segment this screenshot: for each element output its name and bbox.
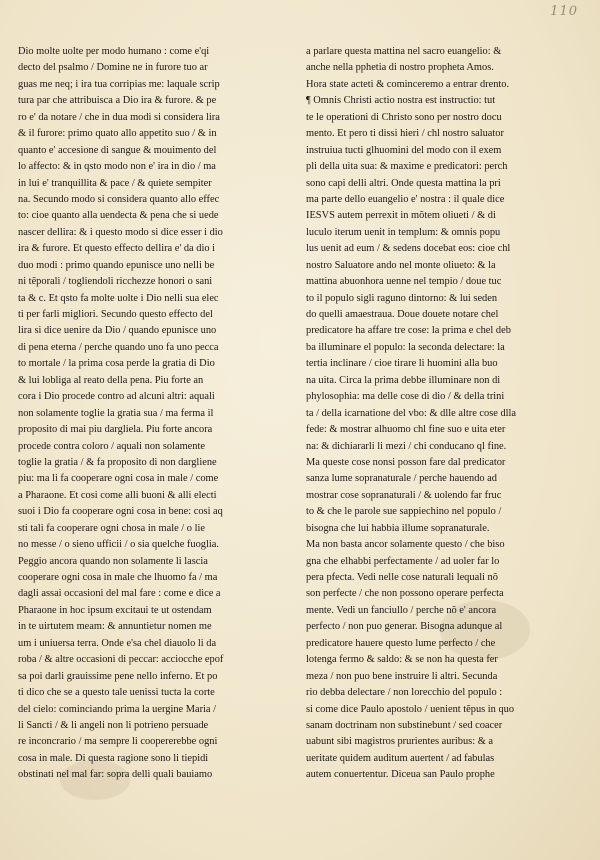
text-line: ti dico che se a questo tale uenissi tucta la corte: [18, 687, 215, 699]
text-line: to il populo sigli raguno dintorno: & lui seden: [306, 292, 498, 304]
text-line: dagli assai occasioni del mal fare : come e dice a: [18, 588, 221, 600]
text-line: son perfecte / che non possono operare perfecta: [306, 588, 504, 600]
text-line: lira si dice uenire da Dio / quando epunisce uno: [18, 325, 217, 337]
text-line: meza / non puo bene instruire li altri. Secunda: [306, 670, 498, 682]
text-line: quanto e' accesione di sangue & mouimento del: [18, 144, 217, 156]
text-line: IESVS autem perrexit in mõtem oliueti / & di: [306, 210, 496, 222]
text-line: si come dice Paulo apostolo / uenient tẽpus in quo: [306, 703, 515, 715]
text-line: ta / della icarnatione del vbo: & dlle altre cose dlla: [306, 407, 517, 419]
text-line: cooperare ogni cosa in male che lhuomo fa / ma: [18, 572, 218, 583]
left-text-column: [18, 44, 276, 784]
text-line: anche nella pphetia di nostro propheta Amos.: [306, 62, 494, 74]
text-line: tertia inclinare / cioe tirare li huomini alla buo: [306, 358, 498, 370]
text-line: mostrar cose sopranaturali / & uolendo far fruc: [306, 489, 502, 501]
text-line: to: cioe quanto alla uendecta & pena che si uede: [18, 210, 219, 222]
right-text-column: [306, 44, 570, 784]
text-line: cosa in male. Di questa ragione sono li tiepidi: [18, 752, 209, 764]
text-line: perfecto / non puo generar. Bisogna adunque al: [306, 621, 503, 633]
text-line: predicatore hauere questo lume perfecto / che: [306, 637, 496, 649]
text-line: ma parte dello euangelio e' nostra : il quale dice: [306, 193, 505, 205]
text-line: nostro Saluatore ando nel monte oliueto: & la: [306, 259, 496, 271]
text-line: phylosophia: ma delle cose di dio / & della trini: [306, 391, 505, 403]
text-line: Dio molte uolte per modo humano : come e'qi: [18, 46, 210, 57]
text-line: ueritate quidem auditum auertent / ad fabulas: [306, 752, 495, 764]
text-line: duo modi : primo quando epunisce uno nelli be: [18, 259, 215, 271]
text-line: luculo iterum uenit in templum: & omnis popu: [306, 226, 501, 238]
text-line: ni tẽporali / togliendoli ricchezze honori o sani: [18, 276, 213, 288]
text-line: di pena eterna / perche quando uno fa uno pecca: [18, 341, 219, 353]
text-line: roba / & altre occasioni di peccar: acciocche epof: [18, 654, 224, 666]
text-line: sanam doctrinam non substinebunt / sed coacer: [306, 719, 503, 731]
text-line: pera pfecta. Vedi nelle cose naturali lequali nõ: [306, 572, 498, 583]
text-line: bisogna che lui habbia illume sopranaturale.: [306, 522, 490, 534]
text-line: cora i Dio procede contro ad alcuni altri: aquali: [18, 391, 215, 403]
text-line: na. Secundo modo si considera quanto allo effec: [18, 193, 220, 205]
text-line: ti per farli migliori. Secundo questo effecto del: [18, 309, 213, 320]
text-line: fede: & mostrar alhuomo chl fine suo e uita eter: [306, 424, 506, 436]
text-line: lus uenit ad eum / & sedens docebat eos: cioe chl: [306, 243, 511, 255]
text-line: toglie la gratia / & fa proposito di non dargliene: [18, 456, 217, 468]
text-line: tura par che attribuisca a Dio ira & furore. & pe: [18, 95, 217, 107]
text-line: a parlare questa mattina nel sacro euangelio: &: [306, 46, 502, 57]
text-line: predicatore ha affare tre cose: la prima e chel deb: [306, 325, 511, 337]
text-line: lotenga fermo & saldo: & se non ha questa fer: [306, 654, 498, 666]
text-line: procede contra coloro / aquali non solamente: [18, 440, 205, 452]
text-line: mattina abuonhora uenne nel tempio / doue tuc: [306, 276, 502, 288]
text-line: & lui lobliga al reato della pena. Piu forte an: [18, 374, 204, 386]
text-line: ro e' da notare / che in dua modi si considera lira: [18, 111, 220, 123]
text-line: non solamente toglie la gratia sua / ma ferma il: [18, 407, 214, 419]
text-line: uabunt sibi magistros prurientes auribus: & a: [306, 736, 494, 748]
text-line: lo affecto: & in qsto modo non e' ira in dio / ma: [18, 161, 216, 173]
text-line: Ma non basta ancor solamente questo / che biso: [306, 539, 505, 551]
text-line: ta & c. Et qsto fa molte uolte i Dio nelli sua elec: [18, 292, 219, 304]
text-line: mente. Vedi un fanciullo / perche nõ e' ancora: [306, 604, 497, 616]
text-line: Ma queste cose nonsi posson fare dal predicator: [306, 456, 506, 468]
text-line: Hora state acteti & cominceremo a entrar drento.: [306, 78, 510, 90]
text-line: re inconcrario / ma sempre li coopererebbe ogni: [18, 736, 218, 748]
text-line: Peggio ancora quando non solamente li lascia: [18, 555, 208, 567]
text-line: nascer dellira: & i questo modo si dice esser i dio: [18, 226, 223, 238]
text-line: obstinati nel mal far: sopra delli quali bauiamo: [18, 769, 213, 781]
text-line: na: & dichiararli li mezi / chi conducano ql fine.: [306, 440, 507, 452]
text-line: to mortale / la prima cosa perde la gratia di Dio: [18, 358, 215, 370]
text-line: autem conuertentur. Diceua san Paulo prophe: [306, 769, 495, 781]
text-line: sono capi delli altri. Onde questa mattina la pri: [306, 177, 501, 189]
text-line: li Sancti / & li angeli non li potrieno persuade: [18, 719, 209, 731]
text-line: ¶ Omnis Christi actio nostra est instructio: tut: [306, 95, 496, 107]
text-line: mento. Et pero ti dissi hieri / chl nostro saluator: [306, 128, 504, 140]
text-line: pli della uita sua: & maxime e predicatori: perch: [306, 161, 508, 173]
text-line: do quelli amaestraua. Doue douete notare chel: [306, 309, 499, 320]
text-line: suoi i Dio fa cooperare ogni cosa in bene: cosi aq: [18, 506, 223, 518]
text-line: no messe / o sieno ufficii / o sia quelche fuoglia.: [18, 539, 219, 551]
text-line: in lui e' tranquillita & pace / & quiete sempiter: [18, 177, 212, 189]
text-line: to & che le parole sue sappiechino nel populo /: [306, 506, 502, 518]
text-line: & il furore: primo quato allo appetito suo / & in: [18, 128, 217, 140]
text-line: decto del psalmo / Domine ne in furore tuo ar: [18, 62, 208, 74]
text-line: na uita. Circa la prima debbe illuminare non di: [306, 374, 501, 386]
text-line: gna che elhabbi perfectamente / ad uoler far lo: [306, 555, 500, 567]
text-line: instruiua tucti glhuomini del modo con il exem: [306, 144, 502, 156]
text-line: sti tali fa cooperare ogni chosa in male / o lie: [18, 522, 205, 534]
text-line: a Pharaone. Et cosi come alli buoni & alli electi: [18, 489, 217, 501]
text-line: del cielo: cominciando prima la uergine Maria /: [18, 703, 217, 715]
text-line: um i uniuersa terra. Onde e'sa chel diauolo li da: [18, 637, 217, 649]
text-line: piu: ma li fa cooperare ogni cosa in male / come: [18, 473, 219, 485]
text-line: sanza lume sopranaturale / perche hauendo ad: [306, 473, 497, 485]
text-line: in te uirtutem meam: & annuntietur nomen me: [18, 621, 212, 633]
text-line: ba illuminare el populo: la seconda delectare: la: [306, 341, 505, 353]
text-line: te le operationi di Christo sono per nostro docu: [306, 111, 502, 123]
text-line: ira & furore. Et questo effecto dellira e' da dio i: [18, 243, 216, 255]
folio-number: 110: [550, 4, 578, 19]
text-line: proposito di mai piu dargliela. Piu forte ancora: [18, 424, 213, 436]
text-line: guas me neq; i ira tua corripias me: laquale scrip: [18, 78, 220, 90]
text-line: sa poi darli grauissime pene nello inferno. Et po: [18, 670, 218, 682]
text-line: Pharaone in hoc ipsum excitaui te ut ostendam: [18, 604, 212, 616]
text-line: rio debba delectare / non lorecchio del populo :: [306, 687, 503, 699]
